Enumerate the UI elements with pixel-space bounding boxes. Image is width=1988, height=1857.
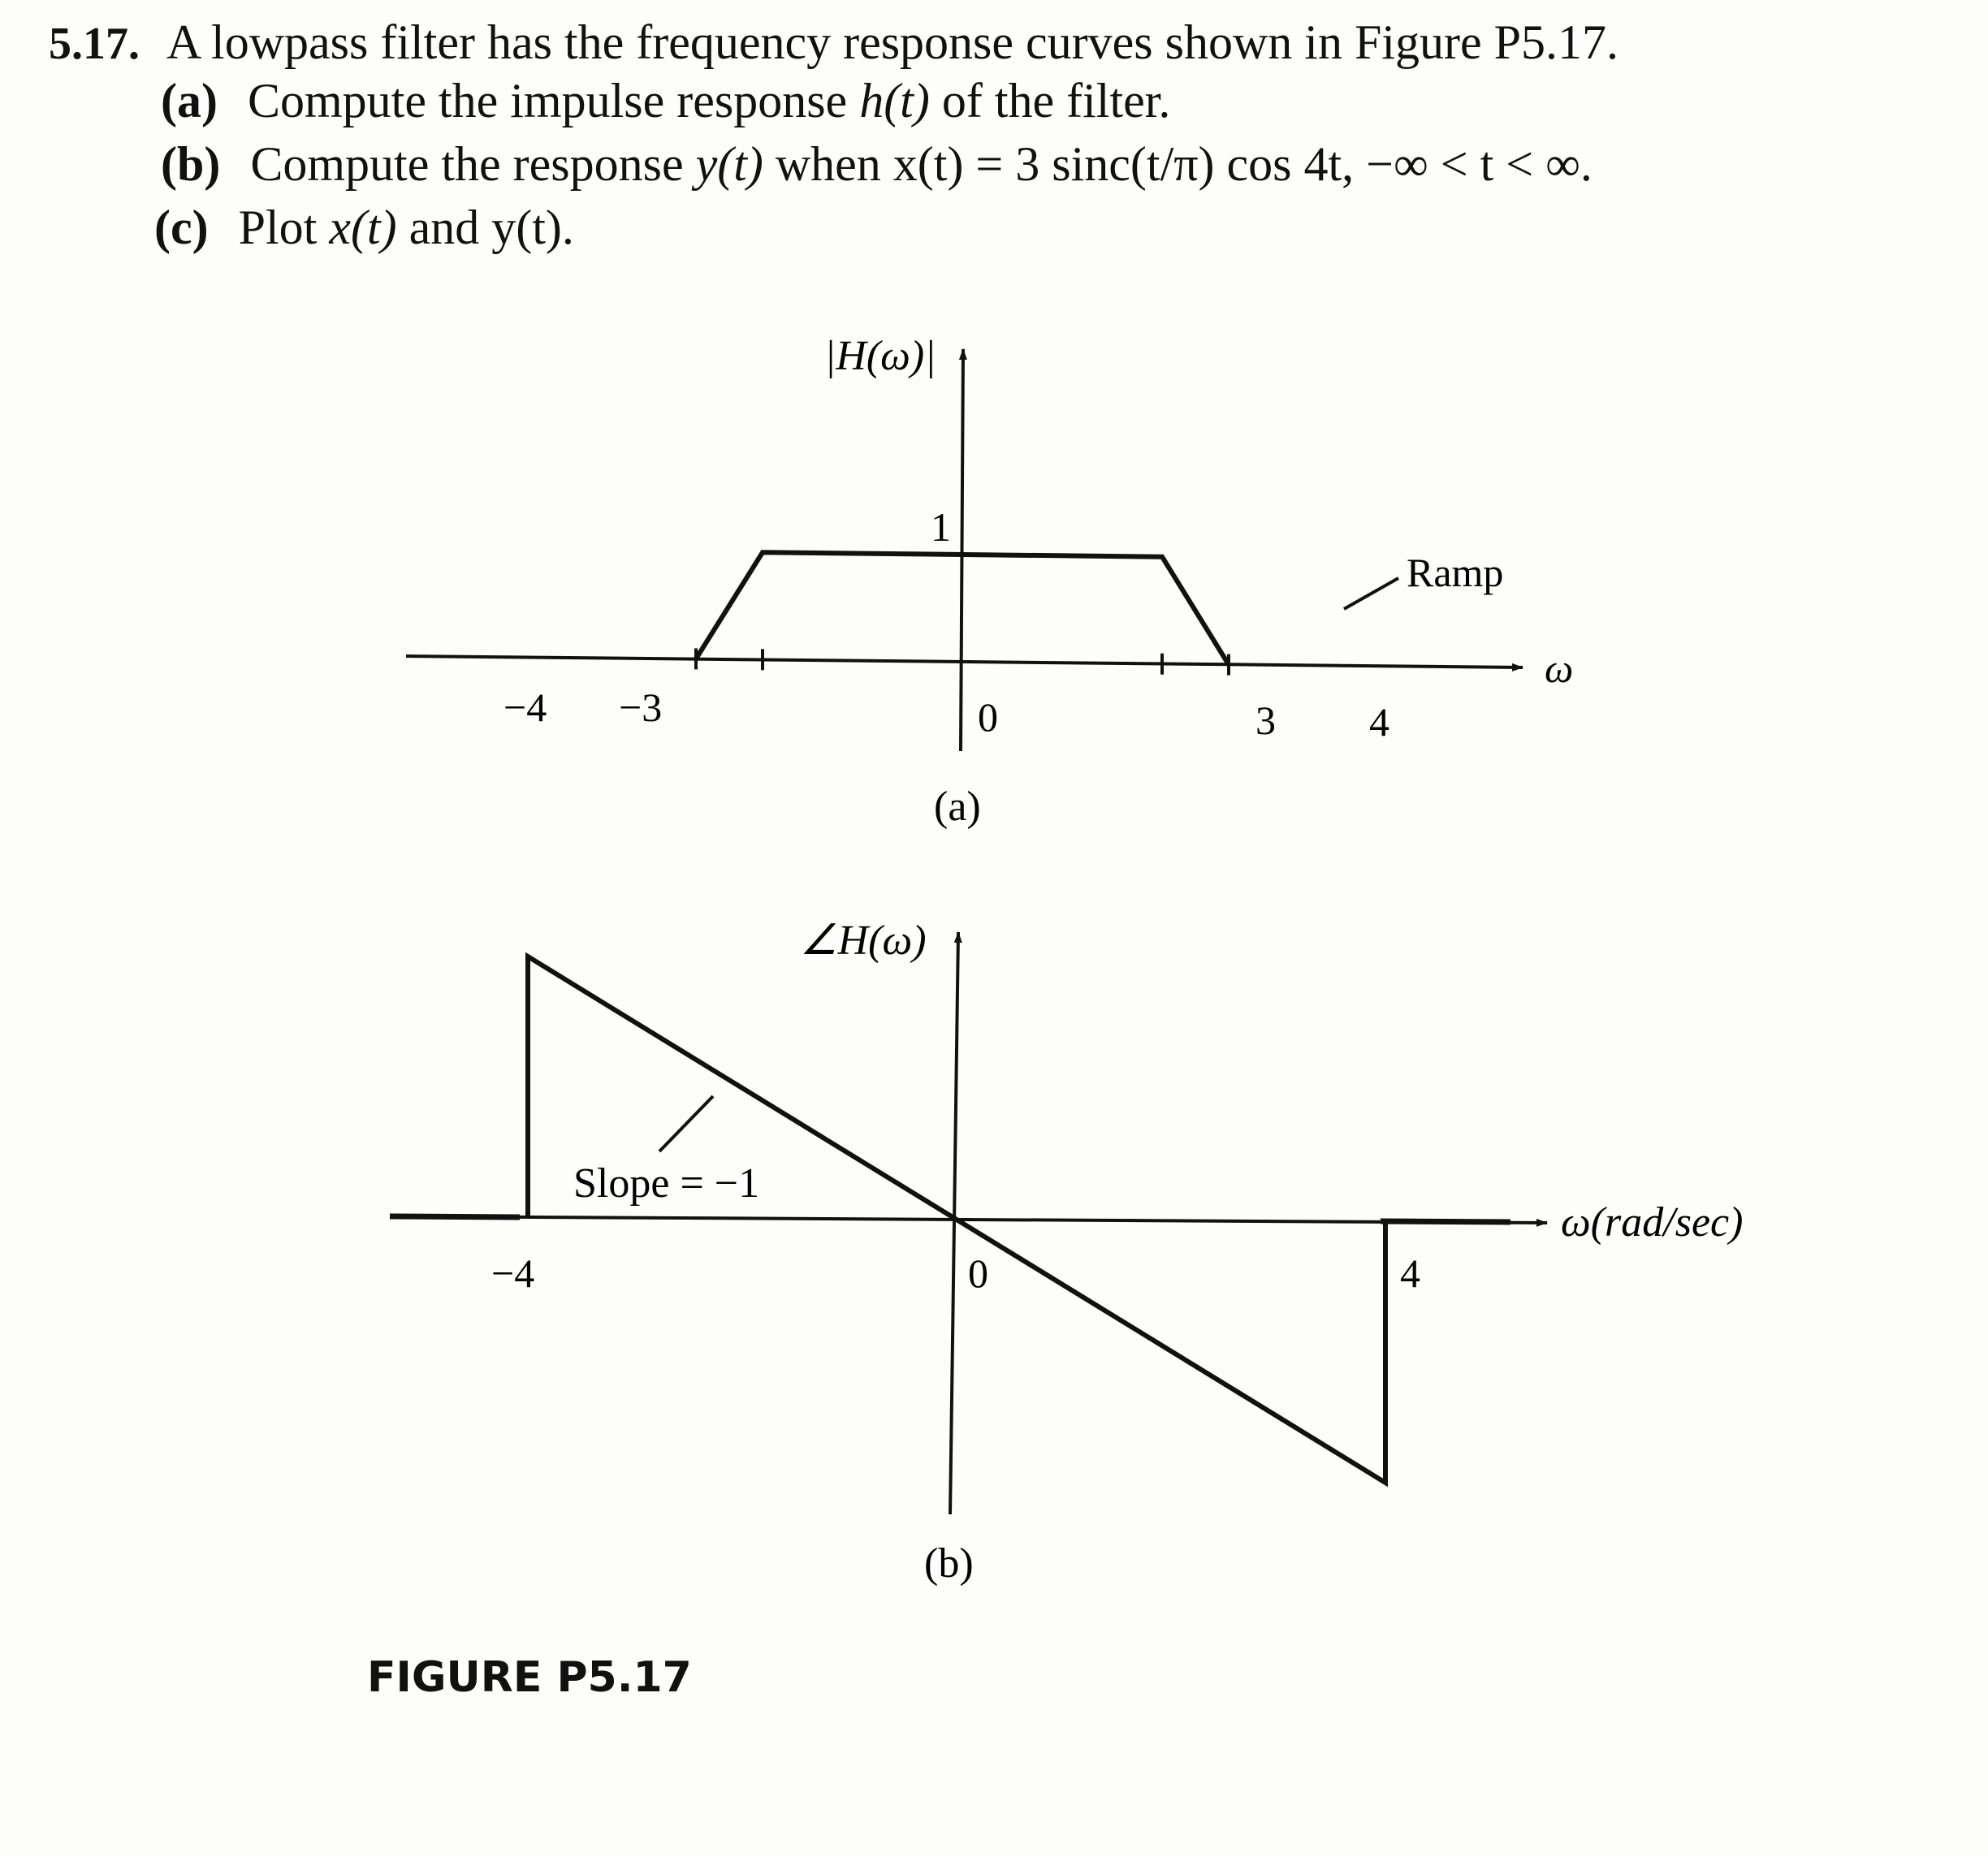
phase-xtick-neg4: −4 <box>491 1250 535 1296</box>
part-c-text-before: Plot <box>238 201 330 254</box>
magnitude-xtick-neg4: −4 <box>503 684 547 730</box>
problem-number: 5.17. <box>49 19 140 69</box>
phase-ylabel: ∠H(ω) <box>800 918 927 964</box>
phase-x-axis <box>390 1216 1547 1223</box>
part-c-text-after: and y(t). <box>396 201 574 254</box>
phase-right-baseline <box>1381 1221 1510 1222</box>
magnitude-ytick-1: 1 <box>931 504 951 550</box>
figure-caption: FIGURE P5.17 <box>367 1653 692 1702</box>
slope-leader-line <box>659 1096 713 1151</box>
magnitude-xtick-neg3: −3 <box>619 684 663 730</box>
panel-a-label: (a) <box>934 784 981 830</box>
part-a-text-before: Compute the impulse response <box>247 74 860 127</box>
magnitude-xtick-4: 4 <box>1369 699 1389 745</box>
magnitude-y-axis <box>961 349 963 751</box>
phase-left-baseline <box>390 1216 520 1217</box>
part-b-text-before: Compute the response <box>250 137 696 191</box>
part-a-text-after: of the filter. <box>929 74 1171 127</box>
panel-b-label: (b) <box>924 1540 974 1587</box>
phase-xtick-4: 4 <box>1400 1250 1420 1296</box>
magnitude-plot <box>406 333 1573 830</box>
slope-annotation: Slope = −1 <box>573 1160 760 1207</box>
phase-xtick-0: 0 <box>968 1250 988 1296</box>
ramp-leader-line <box>1344 578 1398 609</box>
phase-y-axis <box>950 932 958 1514</box>
magnitude-xtick-0: 0 <box>978 694 998 740</box>
phase-xlabel: ω(rad/sec) <box>1561 1199 1744 1246</box>
magnitude-xtick-3: 3 <box>1255 697 1276 743</box>
phase-plot <box>390 918 1743 1587</box>
part-a-label: (a) <box>161 74 218 127</box>
part-a-math: h(t) <box>859 74 930 127</box>
magnitude-xlabel: ω <box>1545 646 1574 691</box>
part-c-label: (c) <box>154 201 209 254</box>
part-b-math: y(t) <box>695 137 763 191</box>
part-b-text-after: when x(t) = 3 sinc(t/π) cos 4t, −∞ < t < ∞. <box>763 137 1593 191</box>
part-c-math: x(t) <box>329 201 397 254</box>
magnitude-ylabel: |H(ω)| <box>824 333 936 379</box>
magnitude-x-axis <box>406 656 1523 667</box>
ramp-annotation: Ramp <box>1407 550 1504 595</box>
problem-statement: A lowpass filter has the frequency response curves shown in Figure P5.17. <box>166 15 1618 69</box>
part-b-label: (b) <box>161 137 221 191</box>
